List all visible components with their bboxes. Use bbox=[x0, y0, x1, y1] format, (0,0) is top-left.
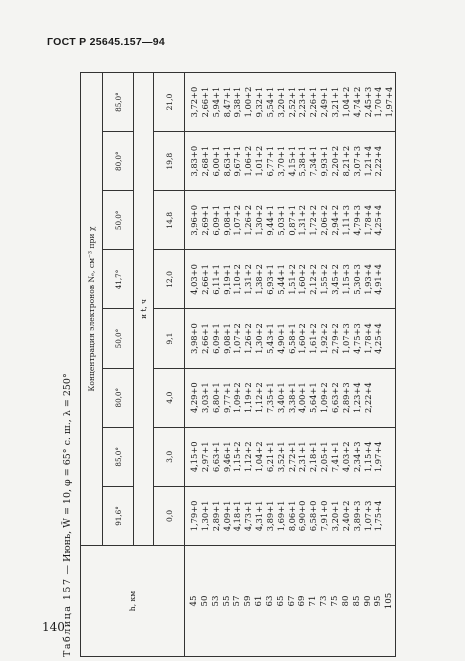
time-header: 14,8 bbox=[154, 191, 185, 250]
table-cell: 3,52+1 bbox=[275, 441, 286, 473]
table-cell: 1,55+2 bbox=[319, 264, 330, 295]
height-column bbox=[185, 546, 396, 657]
table-cell: 6,58+1 bbox=[286, 323, 297, 354]
height-value: 71 bbox=[308, 595, 319, 607]
table-cell: 2,72+1 bbox=[286, 441, 297, 473]
table-cell: 8,63+1 bbox=[221, 145, 232, 177]
table-cell: 2,23+1 bbox=[297, 86, 308, 118]
table-cell: 9,46+1 bbox=[221, 441, 232, 473]
table-cell: 3,83+0 bbox=[189, 145, 199, 177]
table-caption bbox=[62, 72, 78, 657]
table-cell: 2,06+2 bbox=[319, 204, 330, 236]
table-cell: 3,72+0 bbox=[189, 86, 199, 118]
table-cell: 1,31+2 bbox=[243, 264, 254, 295]
table-cell: 3,07+3 bbox=[351, 145, 362, 177]
angle-header: 41,7° bbox=[103, 250, 134, 309]
group-header: Концентрация электронов Nₑ, см⁻³ при χ bbox=[81, 73, 103, 546]
table-cell: 2,22+4 bbox=[373, 145, 384, 177]
table-cell: 2,26+1 bbox=[308, 86, 319, 118]
table-cell: 4,91+4 bbox=[373, 264, 384, 295]
table-cell: 2,40+2 bbox=[340, 500, 351, 532]
table-cell: 1,00+2 bbox=[243, 86, 254, 118]
table-cell: 4,03+0 bbox=[189, 264, 199, 295]
table-cell: 9,38+1 bbox=[232, 86, 243, 118]
time-header: 21,0 bbox=[154, 73, 185, 132]
table-cell: 2,69+1 bbox=[199, 204, 210, 236]
value-column bbox=[185, 132, 396, 191]
table-cell: 4,31+1 bbox=[254, 500, 265, 532]
table-cell: 3,40+1 bbox=[275, 382, 286, 414]
table-cell: 5,54+1 bbox=[264, 86, 275, 118]
angle-header: 91,6° bbox=[103, 486, 134, 545]
table-cell: 5,03+1 bbox=[275, 204, 286, 236]
table-cell: 3,96+0 bbox=[189, 204, 199, 236]
table-cell: 1,09+2 bbox=[319, 382, 330, 414]
table-cell: 2,94+2 bbox=[329, 204, 340, 236]
table-cell: 1,07+2 bbox=[232, 323, 243, 354]
table-cell: 6,63+2 bbox=[329, 382, 340, 414]
table-cell: 1,07+2 bbox=[232, 204, 243, 236]
angle-header: 80,0° bbox=[103, 132, 134, 191]
table-cell: 6,63+1 bbox=[210, 441, 221, 473]
value-column bbox=[185, 368, 396, 427]
time-label: и t, ч bbox=[134, 73, 154, 546]
table-cell: 4,79+3 bbox=[351, 204, 362, 236]
table-cell: 1,10+2 bbox=[232, 264, 243, 295]
table-cell: 1,01+2 bbox=[254, 145, 265, 177]
height-value: 105 bbox=[384, 592, 395, 610]
table-cell: 2,45+3 bbox=[362, 86, 373, 118]
table-cell: 4,74+2 bbox=[351, 86, 362, 118]
table-cell: 6,77+1 bbox=[264, 145, 275, 177]
table-cell: 1,78+4 bbox=[362, 323, 373, 354]
table-cell: 5,43+1 bbox=[264, 323, 275, 354]
table-cell: 6,93+1 bbox=[264, 264, 275, 295]
height-value: 73 bbox=[319, 595, 330, 607]
angle-header: 50,0° bbox=[103, 191, 134, 250]
table-cell: 9,77+1 bbox=[221, 382, 232, 414]
table-cell: 9,32+1 bbox=[254, 86, 265, 118]
height-value: 63 bbox=[264, 595, 275, 607]
table-cell: 1,19+2 bbox=[243, 382, 254, 414]
table-cell: 3,38+1 bbox=[286, 382, 297, 414]
height-value: 65 bbox=[275, 595, 286, 607]
height-value: 45 bbox=[189, 595, 199, 607]
table-cell: 1,60+2 bbox=[297, 323, 308, 354]
table-cell: 1,26+2 bbox=[243, 323, 254, 354]
table-cell: 1,30+2 bbox=[254, 204, 265, 236]
table-cell: 1,07+3 bbox=[340, 323, 351, 354]
table-cell: 2,97+1 bbox=[199, 441, 210, 473]
table-cell: 1,70+4 bbox=[373, 86, 384, 118]
height-value: 95 bbox=[373, 595, 384, 607]
table-cell: 5,94+1 bbox=[210, 86, 221, 118]
table-cell: 3,45+2 bbox=[329, 264, 340, 295]
angle-header: 80,0° bbox=[103, 368, 134, 427]
table-cell: 6,09+1 bbox=[210, 323, 221, 354]
table-cell: 4,00+1 bbox=[297, 382, 308, 414]
time-header: 9,1 bbox=[154, 309, 185, 368]
value-column bbox=[185, 309, 396, 368]
table-cell: 4,18+1 bbox=[232, 500, 243, 532]
table-cell: 6,58+0 bbox=[308, 500, 319, 532]
table-cell: 6,09+1 bbox=[210, 204, 221, 236]
table-cell: 1,15+2 bbox=[232, 441, 243, 473]
table-cell: 9,44+1 bbox=[264, 204, 275, 236]
table-cell: 1,75+4 bbox=[373, 500, 384, 532]
table-cell: 1,04+2 bbox=[254, 441, 265, 473]
table-cell: 2,89+1 bbox=[210, 500, 221, 532]
height-value: 57 bbox=[232, 595, 243, 607]
table-cell: 3,98+0 bbox=[189, 323, 199, 354]
table-cell: 9,93+1 bbox=[319, 145, 330, 177]
caption-rest: — Июнь, W̄ = 10, φ = 65° с. ш., λ = 250° bbox=[62, 373, 73, 575]
data-table bbox=[80, 72, 396, 657]
table-cell: 2,52+1 bbox=[286, 86, 297, 118]
table-cell: 9,08+1 bbox=[221, 323, 232, 354]
table-cell: 1,15+3 bbox=[340, 264, 351, 295]
table-cell: 1,72+2 bbox=[308, 204, 319, 236]
height-value: 67 bbox=[286, 595, 297, 607]
table-cell: 6,00+1 bbox=[210, 145, 221, 177]
height-value: 90 bbox=[362, 595, 373, 607]
table-cell: 3,89+3 bbox=[351, 500, 362, 532]
value-column bbox=[185, 191, 396, 250]
table-cell: 8,06+1 bbox=[286, 500, 297, 532]
value-column bbox=[185, 73, 396, 132]
table-cell: 1,15+4 bbox=[362, 441, 373, 473]
table-cell: 4,90+1 bbox=[275, 323, 286, 354]
table-cell: 4,03+2 bbox=[340, 441, 351, 473]
table-cell: 1,78+4 bbox=[362, 204, 373, 236]
value-column bbox=[185, 250, 396, 309]
table-cell: 3,20+1 bbox=[329, 500, 340, 532]
time-header: 0,0 bbox=[154, 486, 185, 545]
table-cell: 1,11+3 bbox=[340, 204, 351, 236]
table-cell: 1,09+2 bbox=[232, 382, 243, 414]
table-cell: 1,93+4 bbox=[362, 264, 373, 295]
table-cell: 1,06+2 bbox=[243, 145, 254, 177]
table-cell: 2,68+1 bbox=[199, 145, 210, 177]
table-cell: 2,20+2 bbox=[329, 145, 340, 177]
table-cell: 1,38+2 bbox=[254, 264, 265, 295]
table-cell: 1,60+2 bbox=[297, 264, 308, 295]
table-cell: 2,66+1 bbox=[199, 86, 210, 118]
table-cell: 2,79+2 bbox=[329, 323, 340, 354]
table-cell: 6,80+1 bbox=[210, 382, 221, 414]
table-cell: 5,38+1 bbox=[297, 145, 308, 177]
table-cell: 2,18+1 bbox=[308, 441, 319, 473]
table-cell: 1,79+0 bbox=[189, 500, 199, 532]
value-column bbox=[185, 486, 396, 545]
table-cell: 1,61+2 bbox=[308, 323, 319, 354]
table-cell: 2,66+1 bbox=[199, 264, 210, 295]
height-value: 53 bbox=[210, 595, 221, 607]
table-cell: 7,41+1 bbox=[329, 441, 340, 473]
page-number: 140 bbox=[42, 620, 65, 634]
table-cell: 9,08+1 bbox=[221, 204, 232, 236]
time-header: 4,0 bbox=[154, 368, 185, 427]
table-cell: 1,23+4 bbox=[351, 382, 362, 414]
time-header: 19,8 bbox=[154, 132, 185, 191]
height-value: 50 bbox=[199, 595, 210, 607]
table-cell: 7,35+1 bbox=[264, 382, 275, 414]
table-cell: 8,47+1 bbox=[221, 86, 232, 118]
table-cell: 1,31+2 bbox=[297, 204, 308, 236]
table-cell: 4,75+3 bbox=[351, 323, 362, 354]
angle-header: 85,0° bbox=[103, 427, 134, 486]
table-cell: 1,51+2 bbox=[286, 264, 297, 295]
table-cell: 9,67+1 bbox=[232, 145, 243, 177]
table-body-row bbox=[185, 73, 396, 657]
table-cell: 1,26+2 bbox=[243, 204, 254, 236]
time-header: 3,0 bbox=[154, 427, 185, 486]
table-cell: 1,07+3 bbox=[362, 500, 373, 532]
table-cell: 2,05+1 bbox=[319, 441, 330, 473]
table-cell: 1,97+4 bbox=[384, 86, 395, 118]
table-cell: 8,21+2 bbox=[340, 145, 351, 177]
table-cell: 1,12+2 bbox=[254, 382, 265, 414]
table-cell: 1,21+4 bbox=[362, 145, 373, 177]
table-cell: 5,30+3 bbox=[351, 264, 362, 295]
table-cell: 2,12+2 bbox=[308, 264, 319, 295]
table-cell: 3,20+1 bbox=[275, 86, 286, 118]
angle-header: 50,0° bbox=[103, 309, 134, 368]
table-cell: 4,73+1 bbox=[243, 500, 254, 532]
table-cell: 1,92+2 bbox=[319, 323, 330, 354]
table-cell: 0,87+1 bbox=[286, 204, 297, 236]
table-cell: 3,89+1 bbox=[264, 500, 275, 532]
table-cell: 1,97+4 bbox=[373, 441, 384, 473]
table-cell: 4,29+0 bbox=[189, 382, 199, 414]
table-cell: 5,44+1 bbox=[275, 264, 286, 295]
table-cell: 1,30+1 bbox=[199, 500, 210, 532]
angle-header: 85,0° bbox=[103, 73, 134, 132]
table-cell: 1,30+2 bbox=[254, 323, 265, 354]
height-value: 75 bbox=[329, 595, 340, 607]
table-cell: 1,12+2 bbox=[243, 441, 254, 473]
table-cell: 2,22+4 bbox=[362, 382, 373, 414]
table-cell: 4,15+0 bbox=[189, 441, 199, 473]
table-cell: 3,03+1 bbox=[199, 382, 210, 414]
table-cell: 3,21+1 bbox=[329, 86, 340, 118]
time-header: 12,0 bbox=[154, 250, 185, 309]
table-cell: 4,15+1 bbox=[286, 145, 297, 177]
table-cell: 2,66+1 bbox=[199, 323, 210, 354]
table-cell: 6,90+0 bbox=[297, 500, 308, 532]
table-cell: 1,04+2 bbox=[340, 86, 351, 118]
height-value: 69 bbox=[297, 595, 308, 607]
table-cell: 2,34+3 bbox=[351, 441, 362, 473]
rotated-table-block bbox=[62, 72, 432, 657]
table-cell: 2,89+3 bbox=[340, 382, 351, 414]
table-cell: 6,21+1 bbox=[264, 441, 275, 473]
table-cell: 9,19+1 bbox=[221, 264, 232, 295]
table-cell: 7,34+1 bbox=[308, 145, 319, 177]
table-cell: 1,69+1 bbox=[275, 500, 286, 532]
value-column bbox=[185, 427, 396, 486]
height-header: h, км bbox=[81, 546, 185, 657]
table-cell: 7,91+0 bbox=[319, 500, 330, 532]
caption-prefix: Таблица 157 bbox=[62, 577, 73, 657]
height-value: 61 bbox=[254, 595, 265, 607]
height-value: 59 bbox=[243, 595, 254, 607]
height-value: 55 bbox=[221, 595, 232, 607]
table-cell: 3,70+1 bbox=[275, 145, 286, 177]
table-cell: 6,11+1 bbox=[210, 264, 221, 295]
page-header: ГОСТ Р 25645.157—94 bbox=[47, 36, 166, 48]
height-value: 80 bbox=[340, 595, 351, 607]
table-cell: 4,09+1 bbox=[221, 500, 232, 532]
table-cell: 5,64+1 bbox=[308, 382, 319, 414]
table-cell: 4,25+4 bbox=[373, 204, 384, 236]
height-value: 85 bbox=[351, 595, 362, 607]
table-cell: 2,49+1 bbox=[319, 86, 330, 118]
table-cell: 4,25+4 bbox=[373, 323, 384, 354]
table-cell: 2,31+1 bbox=[297, 441, 308, 473]
